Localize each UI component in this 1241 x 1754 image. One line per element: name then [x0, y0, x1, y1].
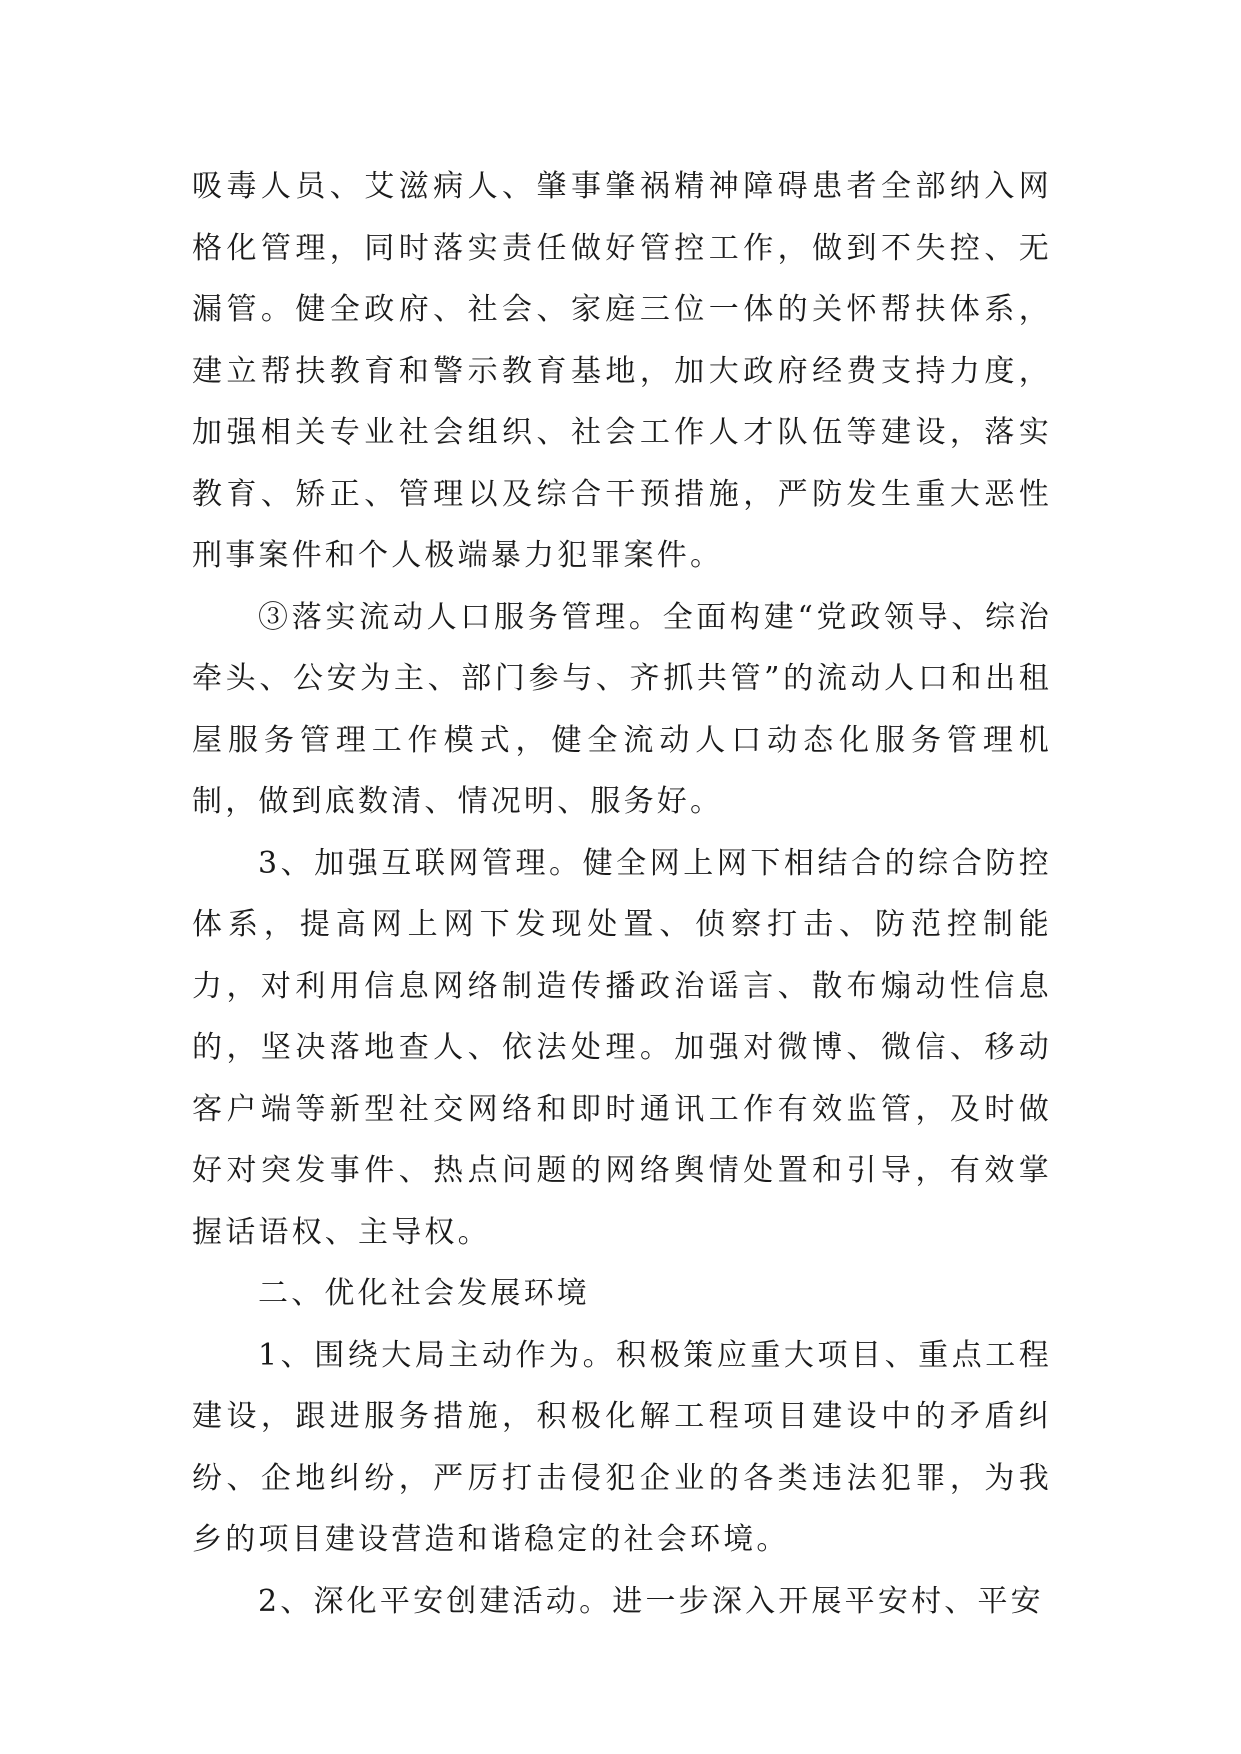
paragraph-safety-campaign: 2、深化平安创建活动。进一步深入开展平安村、平安: [258, 1583, 1044, 1619]
section-heading: 二、优化社会发展环境: [258, 1276, 590, 1311]
paragraph-floating-population: ③落实流动人口服务管理。全面构建“党政领导、综治牵头、公安为主、部门参与、齐抓共管”的流动人口和出租屋服务管理工作模式，健全流动人口动态化服务管理机制，做到底数清、情况明、服务好。: [192, 599, 1052, 819]
paragraph-continuation: 吸毒人员、艾滋病人、肇事肇祸精神障碍患者全部纳入网格化管理，同时落实责任做好管控工作，做到不失控、无漏管。健全政府、社会、家庭三位一体的关怀帮扶体系，建立帮扶教育和警示教育基地，加大政府经费支持力度，加强相关专业社会组织、社会工作人才队伍等建设，落实教育、矫正、管理以及综合干预措施，严防发生重大恶性刑事案件和个人极端暴力犯罪案件。: [192, 169, 1052, 573]
paragraph-internet-management: 3、加强互联网管理。健全网上网下相结合的综合防控体系，提高网上网下发现处置、侦察打击、防范控制能力，对利用信息网络制造传播政治谣言、散布煽动性信息的，坚决落地查人、依法处理。加强对微博、微信、移动客户端等新型社交网络和即时通讯工作有效监管，及时做好对突发事件、热点问题的网络舆情处置和引导，有效掌握话语权、主导权。: [192, 845, 1052, 1250]
document-body: [192, 156, 1052, 1632]
paragraph-overall-situation: 1、围绕大局主动作为。积极策应重大项目、重点工程建设，跟进服务措施，积极化解工程项目建设中的矛盾纠纷、企地纠纷，严厉打击侵犯企业的各类违法犯罪，为我乡的项目建设营造和谐稳定的社会环境。: [192, 1337, 1052, 1557]
